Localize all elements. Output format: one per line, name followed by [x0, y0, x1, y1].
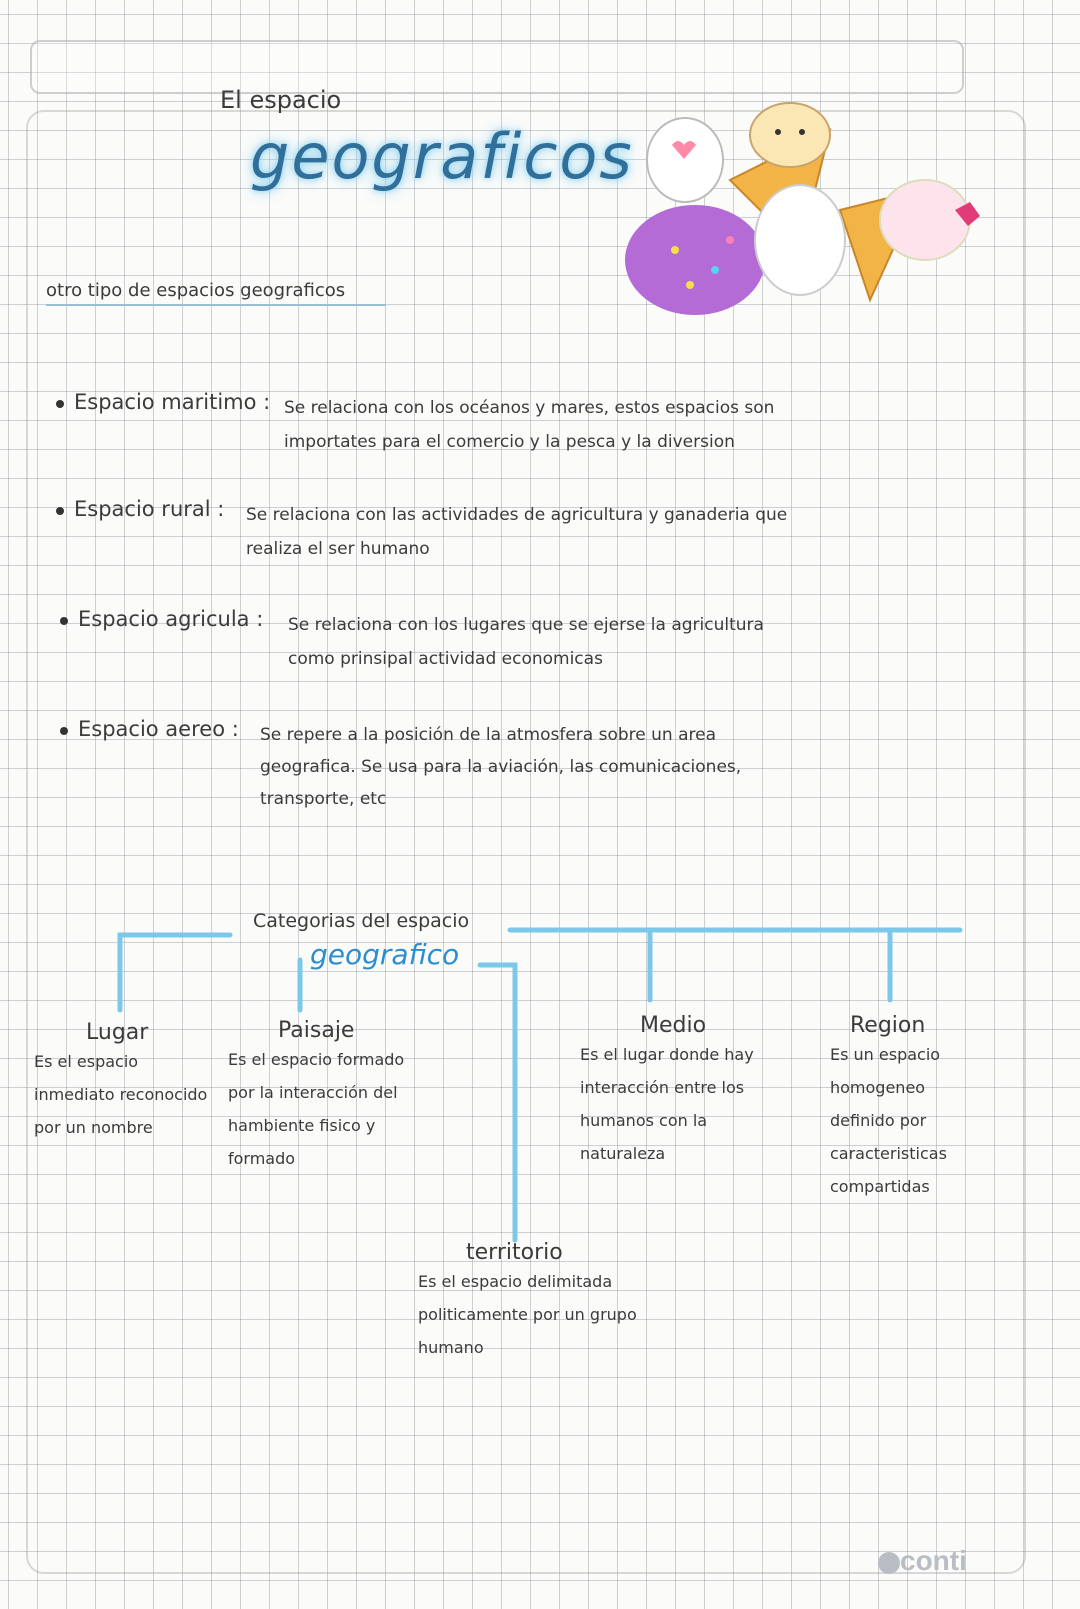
- item-label: Espacio agricula :: [78, 607, 264, 631]
- item-line: transporte, etc: [260, 789, 387, 809]
- category-paisaje: [228, 1018, 404, 1175]
- item-line: Se relaciona con los océanos y mares, estos espacios son: [284, 398, 775, 418]
- item-line: realiza el ser humano: [246, 539, 430, 559]
- category-line: Es el lugar donde hay: [580, 1045, 754, 1064]
- item-line: importates para el comercio y la pesca y la diversion: [284, 432, 735, 452]
- item-label: Espacio aereo :: [78, 717, 239, 741]
- category-line: por la interacción del: [228, 1083, 398, 1102]
- category-region: [830, 1013, 947, 1203]
- title-small: El espacio: [220, 86, 342, 114]
- category-medio: [580, 1013, 754, 1170]
- item-line: Se relaciona con los lugares que se ejerse la agricultura: [288, 615, 764, 635]
- category-heading: Region: [850, 1013, 926, 1038]
- category-heading: Lugar: [86, 1020, 149, 1045]
- item-label: Espacio rural :: [74, 497, 225, 521]
- brand-logo-icon: [878, 1552, 900, 1574]
- subtitle: otro tipo de espacios geograficos: [46, 280, 346, 301]
- item-line: geografica. Se usa para la aviación, las comunicaciones,: [260, 757, 742, 777]
- category-lugar: [34, 1020, 207, 1144]
- item-line: Se relaciona con las actividades de agricultura y ganaderia que: [246, 505, 788, 525]
- category-line: inmediato reconocido: [34, 1085, 208, 1104]
- category-heading: territorio: [466, 1240, 563, 1265]
- item-line: Se repere a la posición de la atmosfera sobre un area: [260, 725, 716, 745]
- brand-name: conti: [900, 1545, 967, 1576]
- category-line: Es el espacio formado: [228, 1050, 405, 1069]
- category-line: formado: [228, 1149, 296, 1168]
- category-territorio: [418, 1240, 637, 1364]
- category-line: caracteristicas: [830, 1144, 947, 1163]
- item-line: como prinsipal actividad economicas: [288, 649, 603, 669]
- categories-title-highlight: geografico: [310, 938, 460, 971]
- category-line: compartidas: [830, 1177, 930, 1196]
- category-line: Es el espacio delimitada: [418, 1272, 613, 1291]
- category-line: interacción entre los: [580, 1078, 745, 1097]
- category-line: por un nombre: [34, 1118, 153, 1137]
- category-line: Es el espacio: [34, 1052, 139, 1071]
- categories-title: Categorias del espacio: [253, 910, 470, 932]
- category-line: humano: [418, 1338, 484, 1357]
- category-line: homogeneo: [830, 1078, 926, 1097]
- item-label: Espacio maritimo :: [74, 390, 271, 414]
- category-line: politicamente por un grupo: [418, 1305, 637, 1324]
- category-line: naturaleza: [580, 1144, 666, 1163]
- category-line: Es un espacio: [830, 1045, 941, 1064]
- title-big: geograficos: [250, 120, 634, 193]
- category-heading: Paisaje: [278, 1018, 355, 1043]
- category-line: humanos con la: [580, 1111, 708, 1130]
- category-line: hambiente fisico y: [228, 1116, 376, 1135]
- category-heading: Medio: [640, 1013, 707, 1038]
- category-line: definido por: [830, 1111, 927, 1130]
